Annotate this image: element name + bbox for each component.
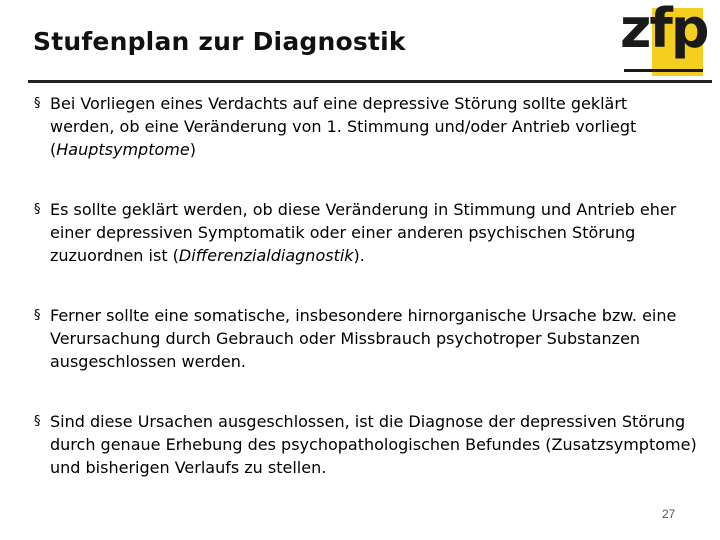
bullet-marker-icon: § [34,308,41,323]
bullet-text: Sind diese Ursachen ausgeschlossen, ist die Diagnose der depressiven Störung durch genaue Erhebung des psychopathologischen Befundes (Zusatzsymptome) und bisherigen Verlaufs zu stellen. [50,412,697,477]
bullet-text: Ferner sollte eine somatische, insbesondere hirnorganische Ursache bzw. eine Verursachung durch Gebrauch oder Missbrauch psychotroper Substanzen ausgeschlossen werden. [50,306,677,371]
title-divider [28,80,712,83]
page-number: 27 [662,507,676,521]
logo-text: zfp [620,0,708,60]
bullet-emphasis: Hauptsymptome [56,140,190,159]
bullet-item [34,410,700,479]
bullet-item [34,92,690,161]
bullet-text-end: ) [189,140,196,159]
bullet-item [34,198,690,267]
bullet-marker-icon: § [34,202,41,217]
bullet-text: Bei Vorliegen eines Verdachts auf eine depressive Störung sollte geklärt werden, ob eine Veränderung von 1. Stimmung und/oder Antrieb vorliegt ( [50,94,637,159]
bullet-text: Es sollte geklärt werden, ob diese Veränderung in Stimmung und Antrieb eher einer depressiven Symptomatik oder einer anderen psychischen Störung zuzuordnen ist ( [50,200,677,265]
slide-title: Stufenplan zur Diagnostik [33,27,406,56]
bullet-marker-icon: § [34,96,41,111]
bullet-item [34,304,690,373]
zfp-logo [620,0,708,76]
logo-underline [624,69,703,72]
bullet-text-end: ). [353,246,365,265]
bullet-emphasis: Differenzialdiagnostik [178,246,354,265]
bullet-marker-icon: § [34,414,41,429]
